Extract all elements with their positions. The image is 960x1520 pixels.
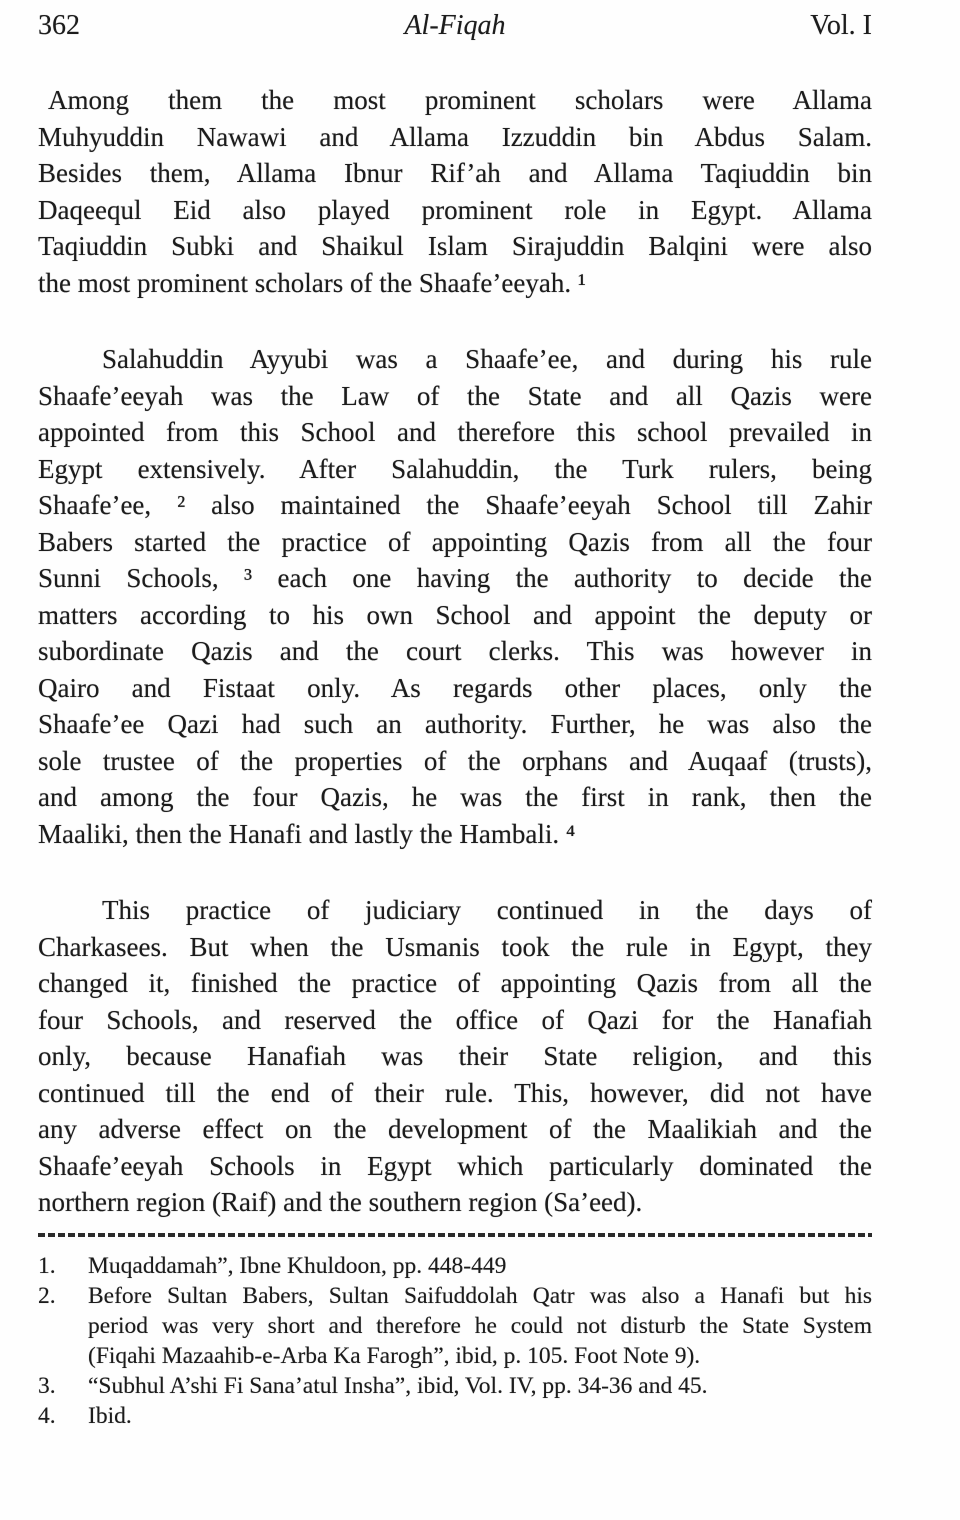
- footnote-line: Ibid.: [88, 1402, 132, 1429]
- text-line: Besides them, Allama Ibnur Rif’ah and Allama Taqiuddin bin: [38, 158, 872, 188]
- text-line: Sunni Schools, ³ each one having the authority to decide the: [38, 563, 872, 593]
- text-line: Shaafe’eeyah was the Law of the State and all Qazis were: [38, 380, 872, 411]
- text-line: any adverse effect on the development of the Maalikiah and the: [38, 1114, 872, 1144]
- text-line: changed it, finished the practice of appointing Qazis from all the: [38, 968, 872, 998]
- page-number: 362: [38, 10, 80, 41]
- text-line: Taqiuddin Subki and Shaikul Islam Sirajuddin Balqini were also: [38, 231, 872, 261]
- footnote-marker: 2.: [38, 1282, 56, 1309]
- footnote-line: “Subhul A’shi Fi Sana’atul Insha”, ibid, Vol. IV, pp. 34-36 and 45.: [88, 1372, 708, 1399]
- text-line: subordinate Qazis and the court clerks. This was however in: [38, 636, 872, 666]
- text-line: Muhyuddin Nawawi and Allama Izzuddin bin Abdus Salam.: [38, 121, 872, 152]
- footnote-marker: 4.: [38, 1402, 56, 1429]
- paragraph-1: [38, 82, 872, 301]
- footnote-separator: [38, 1233, 872, 1237]
- text-line: continued till the end of their rule. This, however, did not have: [38, 1077, 872, 1108]
- text-line: Qairo and Fistaat only. As regards other places, only the: [38, 672, 872, 703]
- text-line: appointed from this School and therefore this school prevailed in: [38, 417, 872, 447]
- volume-label: Vol. I: [810, 10, 872, 41]
- text-line: only, because Hanafiah was their State religion, and this: [38, 1041, 872, 1071]
- text-line: This practice of judiciary continued in the days of: [102, 895, 872, 925]
- page-header: [38, 10, 872, 42]
- text-line: Shaafe’ee Qazi had such an authority. Further, he was also the: [38, 709, 872, 739]
- footnote-line: (Fiqahi Mazaahib-e-Arba Ka Farogh”, ibid, p. 105. Foot Note 9).: [88, 1342, 701, 1369]
- text-line: sole trustee of the properties of the orphans and Auqaaf (trusts),: [38, 745, 872, 776]
- text-line: Maaliki, then the Hanafi and lastly the Hambali. ⁴: [38, 818, 576, 849]
- book-title: Al-Fiqah: [404, 10, 506, 41]
- footnote-item: [38, 1401, 872, 1431]
- paragraph-3: [38, 892, 872, 1221]
- text-line: four Schools, and reserved the office of Qazi for the Hanafiah: [38, 1004, 872, 1035]
- text-line: Salahuddin Ayyubi was a Shaafe’ee, and during his rule: [102, 344, 872, 374]
- footnote-item: [38, 1371, 872, 1401]
- footnote-line: Before Sultan Babers, Sultan Saifuddolah Qatr was also a Hanafi but his: [88, 1282, 872, 1309]
- footnote-line: period was very short and therefore he could not disturb the State System: [88, 1312, 872, 1339]
- text-line: matters according to his own School and appoint the deputy or: [38, 599, 872, 630]
- text-line: Shaafe’eeyah Schools in Egypt which particularly dominated the: [38, 1150, 872, 1181]
- text-line: northern region (Raif) and the southern region (Sa’eed).: [38, 1187, 643, 1217]
- text-line: Egypt extensively. After Salahuddin, the Turk rulers, being: [38, 453, 872, 484]
- footnotes: [38, 1251, 872, 1431]
- text-line: Shaafe’ee, ² also maintained the Shaafe’eeyah School till Zahir: [38, 490, 872, 520]
- footnote-line: Muqaddamah”, Ibne Khuldoon, pp. 448-449: [88, 1252, 507, 1279]
- footnote-item: [38, 1251, 872, 1281]
- footnote-item: [38, 1281, 872, 1371]
- text-line: and among the four Qazis, he was the first in rank, then the: [38, 782, 872, 812]
- text-line: Among them the most prominent scholars were Allama: [48, 85, 872, 115]
- footnote-marker: 1.: [38, 1252, 56, 1279]
- footnote-marker: 3.: [38, 1372, 56, 1399]
- text-line: the most prominent scholars of the Shaafe’eeyah. ¹: [38, 267, 586, 298]
- text-line: Daqeequl Eid also played prominent role in Egypt. Allama: [38, 194, 872, 225]
- paragraph-2: [38, 341, 872, 852]
- text-line: Charkasees. But when the Usmanis took the rule in Egypt, they: [38, 931, 872, 962]
- text-line: Babers started the practice of appointing Qazis from all the four: [38, 526, 872, 557]
